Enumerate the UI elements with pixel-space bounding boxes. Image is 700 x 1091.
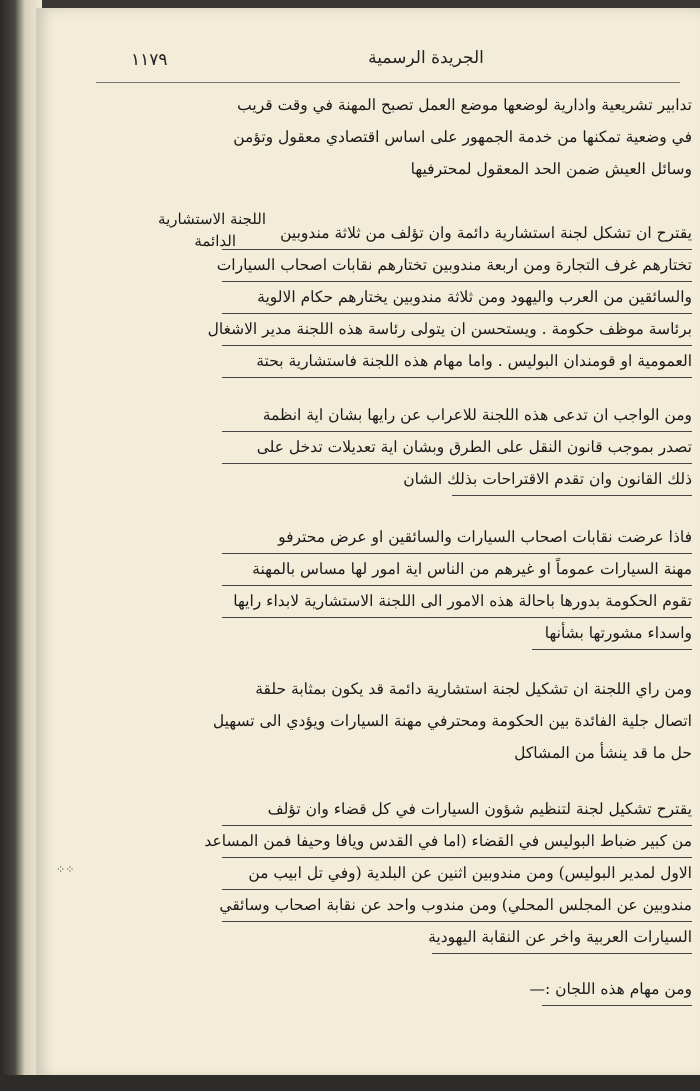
text-line: ذلك القانون وان تقدم الاقتراحات بذلك الشان [452, 464, 692, 496]
paragraph-3 [222, 400, 692, 496]
text-line: في وضعية تمكنها من خدمة الجمهور على اساس اقتصادي معقول وتؤمن [233, 128, 692, 146]
text-line: تصدر بموجب قانون النقل على الطرق وبشان اية تعديلات تدخل على [222, 432, 692, 464]
text-line: مهنة السيارات عموماً او غيرهم من الناس اية امور لها مساس بالمهنة [222, 554, 692, 586]
text-line: ومن راي اللجنة ان تشكيل لجنة استشارية دائمة قد يكون بمثابة حلقة [255, 680, 692, 698]
margin-note-line: اللجنة الاستشارية [158, 210, 266, 228]
page-bottom-shadow [0, 1075, 700, 1091]
text-line: يقترح تشكيل لجنة لتنظيم شؤون السيارات في كل قضاء وان تؤلف [222, 794, 692, 826]
margin-note-line: الدائمة [194, 232, 236, 250]
text-line: والسائقين من العرب واليهود ومن ثلاثة مندوبين يختارهم حكام الالوية [222, 282, 692, 314]
paragraph-5 [212, 674, 692, 770]
paragraph-6 [204, 794, 692, 954]
paragraph-1 [222, 90, 692, 186]
document-page [36, 8, 700, 1078]
text-line: العمومية او قومندان البوليس . واما مهام هذه اللجنة فاستشارية بحتة [222, 346, 692, 378]
text-line: تقوم الحكومة بدورها باحالة هذه الامور الى اللجنة الاستشارية لابداء رايها [222, 586, 692, 618]
text-line: وسائل العيش ضمن الحد المعقول لمحترفيها [410, 160, 692, 178]
text-line: تختارهم غرف التجارة ومن اربعة مندوبين تختارهم نقابات اصحاب السيارات [222, 250, 692, 282]
text-line: برئاسة موظف حكومة . ويستحسن ان يتولى رئاسة هذه اللجنة مدير الاشغال [222, 314, 692, 346]
text-line: تدابير تشريعية وادارية لوضعها موضع العمل تصبح المهنة في وقت قريب [237, 96, 692, 114]
margin-ink-mark: ⁘⁘ [56, 863, 75, 876]
running-title: الجريدة الرسمية [368, 48, 484, 68]
text-line: ومن الواجب ان تدعى هذه اللجنة للاعراب عن رايها بشان اية انظمة [222, 400, 692, 432]
text-line: مندوبين عن المجلس المحلي) ومن مندوب واحد عن نقابة اصحاب وسائقي [222, 890, 692, 922]
text-line: فاذا عرضت نقابات اصحاب السيارات والسائقين او عرض محترفو [222, 522, 692, 554]
text-line: حل ما قد ينشأ من المشاكل [514, 744, 692, 762]
paragraph-7 [222, 974, 692, 1006]
text-line: اتصال جلية الفائدة بين الحكومة ومحترفي مهنة السيارات ويؤدي الى تسهيل [212, 712, 692, 730]
paragraph-4 [222, 522, 692, 650]
text-line: السيارات العربية واخر عن النقابة اليهودية [432, 922, 692, 954]
page-header [96, 42, 680, 83]
text-line: من كبير ضباط البوليس في القضاء (اما في القدس ويافا وحيفا فمن المساعد [222, 826, 692, 858]
text-line: يقترح ان تشكل لجنة استشارية دائمة وان تؤلف من ثلاثة مندوبين [222, 218, 692, 250]
text-line: واسداء مشورتها بشأنها [532, 618, 692, 650]
text-line: الاول لمدير البوليس) ومن مندوبين اثنين عن البلدية (وفي تل ابيب من [222, 858, 692, 890]
page-number: ١١٧٩ [131, 50, 168, 70]
text-line: ومن مهام هذه اللجان :— [542, 974, 692, 1006]
